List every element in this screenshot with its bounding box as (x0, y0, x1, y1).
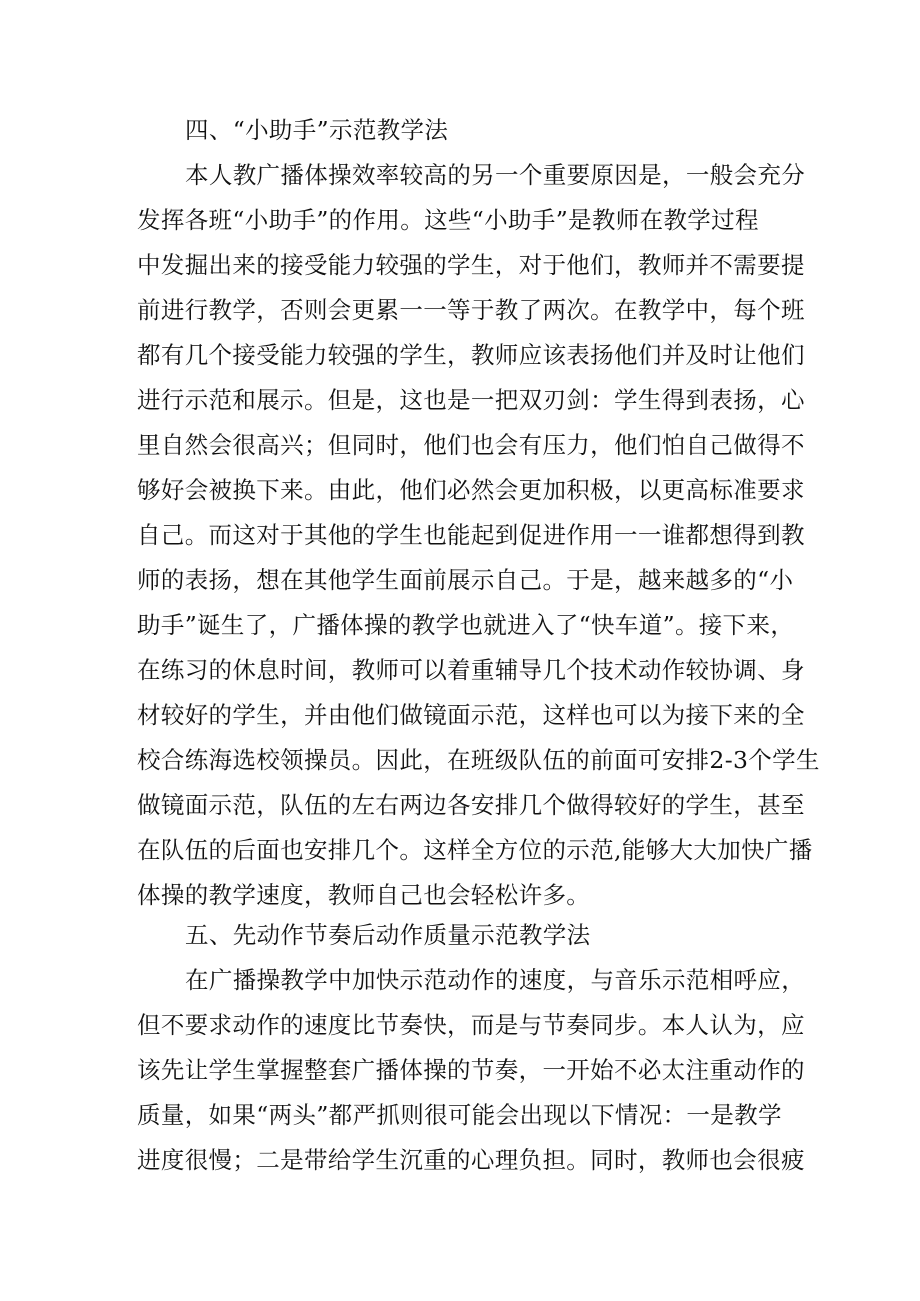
paragraph-line: 自己。而这对于其他的学生也能起到促进作用一一谁都想得到教 (137, 521, 805, 549)
paragraph-line: 进度很慢；二是带给学生沉重的心理负担。同时，教师也会很疲 (137, 1146, 805, 1174)
paragraph-line: 前进行教学，否则会更累一一等于教了两次。在教学中，每个班 (137, 296, 805, 324)
paragraph-line: 在广播操教学中加快示范动作的速度，与音乐示范相呼应， (185, 966, 806, 994)
section-five-heading: 五、先动作节奏后动作质量示范教学法 (185, 921, 591, 949)
paragraph-line: 都有几个接受能力较强的学生，教师应该表扬他们并及时让他们 (137, 341, 805, 369)
paragraph-line: 该先让学生掌握整套广播体操的节奏，一开始不必太注重动作的 (137, 1056, 805, 1084)
section-five (137, 913, 806, 1183)
paragraph-line: 在队伍的后面也安排几个。这样全方位的示范,能够大大加快广播 (137, 836, 813, 864)
paragraph-line: 做镜面示范，队伍的左右两边各安排几个做得较好的学生，甚至 (137, 791, 805, 819)
paragraph-line: 本人教广播体操效率较高的另一个重要原因是，一般会充分 (185, 161, 806, 189)
paragraph-line: 中发掘出来的接受能力较强的学生，对于他们，教师并不需要提 (137, 251, 805, 279)
paragraph-line: 师的表扬，想在其他学生面前展示自己。于是，越来越多的“小 (137, 566, 794, 594)
paragraph-line: 里自然会很高兴；但同时，他们也会有压力，他们怕自己做得不 (137, 431, 805, 459)
paragraph-line: 助手”诞生了，广播体操的教学也就进入了“快车道”。接下来， (137, 611, 795, 639)
paragraph-line: 校合练海选校领操员。因此，在班级队伍的前面可安排2-3个学生 (137, 746, 820, 774)
paragraph-line: 进行示范和展示。但是，这也是一把双刃剑：学生得到表扬，心 (137, 386, 805, 414)
paragraph-line: 质量，如果“两头”都严抓则很可能会出现以下情况：一是教学 (137, 1101, 782, 1129)
paragraph-line: 体操的教学速度，教师自己也会轻松许多。 (137, 881, 591, 909)
paragraph-line: 在练习的休息时间，教师可以着重辅导几个技术动作较协调、身 (137, 656, 805, 684)
paragraph-line: 材较好的学生，并由他们做镜面示范，这样也可以为接下来的全 (137, 701, 805, 729)
section-four-heading: 四、“小助手”示范教学法 (185, 116, 449, 144)
section-four (137, 108, 820, 918)
paragraph-line: 但不要求动作的速度比节奏快，而是与节奏同步。本人认为，应 (137, 1011, 805, 1039)
paragraph-line: 够好会被换下来。由此，他们必然会更加积极，以更高标准要求 (137, 476, 805, 504)
paragraph-line: 发挥各班“小助手”的作用。这些“小助手”是教师在教学过程 (137, 206, 759, 234)
